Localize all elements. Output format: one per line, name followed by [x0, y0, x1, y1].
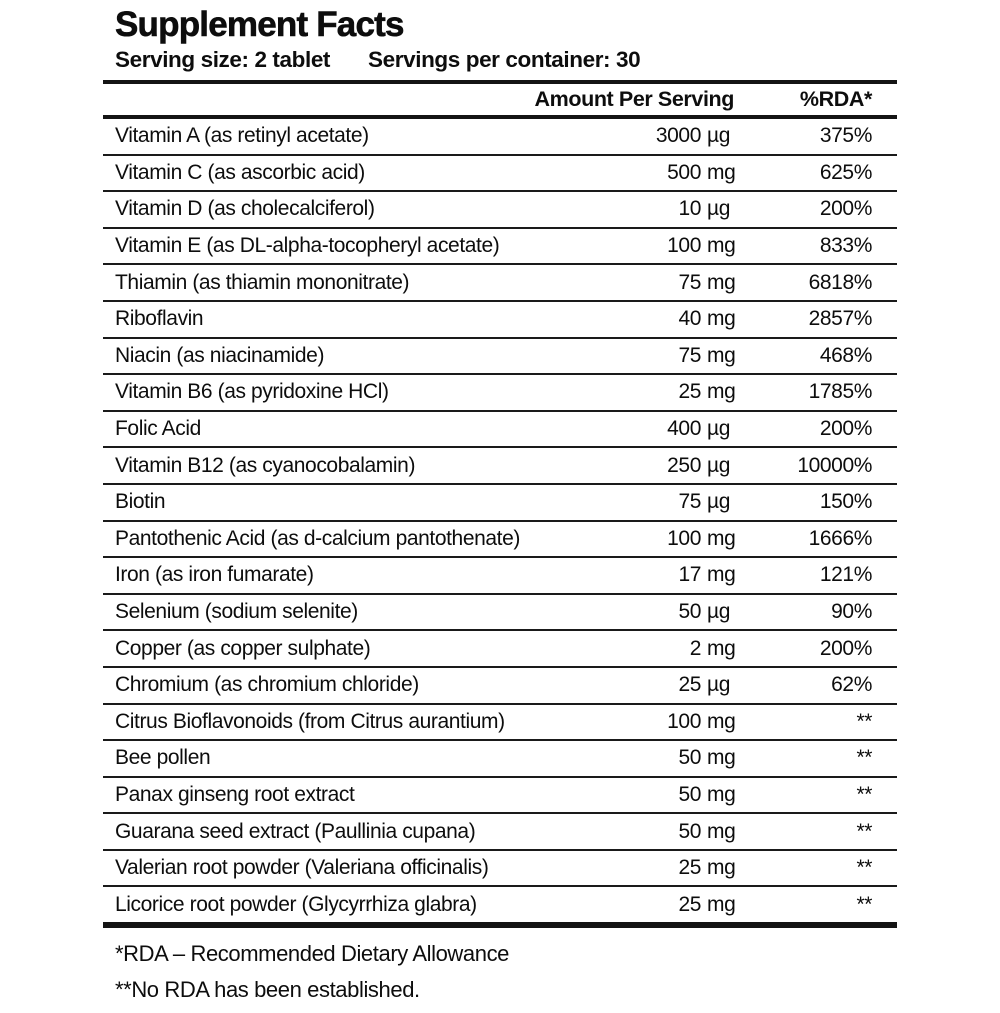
nutrient-unit: µg — [707, 124, 730, 148]
nutrient-rda: 833% — [819, 234, 872, 258]
nutrient-amount: 3000 — [655, 124, 701, 148]
nutrient-unit: mg — [707, 856, 736, 880]
nutrient-name: Licorice root powder (Glycyrrhiza glabra) — [115, 892, 477, 916]
nutrient-name: Folic Acid — [115, 417, 201, 441]
nutrient-rda: 2857% — [808, 307, 872, 331]
label-title: Supplement Facts — [115, 5, 404, 44]
table-header-row — [103, 84, 897, 115]
nutrient-amount: 50 — [678, 819, 701, 843]
nutrient-rda: 121% — [819, 563, 872, 587]
nutrient-amount: 75 — [678, 270, 701, 294]
nutrient-rda: 625% — [819, 160, 872, 184]
nutrient-unit: mg — [707, 270, 736, 294]
table-row — [103, 265, 897, 302]
nutrient-unit: mg — [707, 636, 736, 660]
nutrient-amount: 250 — [667, 453, 701, 477]
nutrient-amount: 40 — [678, 307, 701, 331]
nutrient-name: Vitamin C (as ascorbic acid) — [115, 160, 365, 184]
nutrient-name: Riboflavin — [115, 307, 204, 331]
nutrient-name: Vitamin E (as DL-alpha-tocopheryl acetate) — [115, 234, 500, 258]
nutrient-rda: 200% — [819, 636, 872, 660]
nutrient-unit: µg — [707, 490, 730, 514]
nutrient-amount: 25 — [678, 892, 701, 916]
nutrient-name: Vitamin D (as cholecalciferol) — [115, 197, 375, 221]
nutrient-name: Vitamin B6 (as pyridoxine HCl) — [115, 380, 389, 404]
nutrient-name: Thiamin (as thiamin mononitrate) — [115, 270, 410, 294]
nutrient-rda: 1785% — [808, 380, 872, 404]
nutrient-name: Guarana seed extract (Paullinia cupana) — [115, 819, 476, 843]
nutrient-name: Panax ginseng root extract — [115, 782, 355, 806]
nutrient-amount: 2 — [689, 636, 701, 660]
nutrient-rda: ** — [856, 892, 872, 916]
nutrient-name: Niacin (as niacinamide) — [115, 343, 325, 367]
footnotes — [103, 928, 897, 1003]
nutrient-name: Pantothenic Acid (as d-calcium pantothenate) — [115, 526, 520, 550]
nutrient-rda: 1666% — [808, 526, 872, 550]
nutrient-amount: 10 — [678, 197, 701, 221]
nutrient-rda: ** — [856, 819, 872, 843]
nutrient-amount: 50 — [678, 746, 701, 770]
footnote-no-rda: **No RDA has been established. — [115, 977, 420, 1003]
nutrient-name: Vitamin A (as retinyl acetate) — [115, 124, 369, 148]
nutrient-amount: 100 — [667, 234, 701, 258]
nutrient-unit: mg — [707, 160, 736, 184]
table-row — [103, 229, 897, 266]
table-row — [103, 485, 897, 522]
nutrient-rda: ** — [856, 856, 872, 880]
nutrient-rda: ** — [856, 709, 872, 733]
nutrient-name: Iron (as iron fumarate) — [115, 563, 314, 587]
nutrient-rda: 200% — [819, 417, 872, 441]
nutrient-name: Valerian root powder (Valeriana officinalis) — [115, 856, 489, 880]
nutrient-unit: µg — [707, 600, 730, 624]
table-row — [103, 887, 897, 922]
nutrient-amount: 75 — [678, 343, 701, 367]
nutrient-rda: 468% — [819, 343, 872, 367]
nutrient-unit: mg — [707, 892, 736, 916]
footnote-rda: *RDA – Recommended Dietary Allowance — [115, 941, 510, 967]
nutrient-unit: µg — [707, 417, 730, 441]
nutrient-rda: 150% — [819, 490, 872, 514]
nutrient-rda: 375% — [819, 124, 872, 148]
column-header-amount: Amount Per Serving — [534, 87, 734, 111]
table-row — [103, 375, 897, 412]
table-row — [103, 448, 897, 485]
nutrient-rda: 10000% — [797, 453, 872, 477]
nutrient-amount: 50 — [678, 600, 701, 624]
table-row — [103, 119, 897, 156]
nutrient-name: Selenium (sodium selenite) — [115, 600, 358, 624]
nutrient-amount: 25 — [678, 380, 701, 404]
table-row — [103, 814, 897, 851]
table-row — [103, 558, 897, 595]
nutrient-table — [103, 119, 897, 922]
table-row — [103, 705, 897, 742]
column-header-rda: %RDA* — [799, 87, 872, 111]
nutrient-amount: 500 — [667, 160, 701, 184]
nutrient-unit: µg — [707, 197, 730, 221]
nutrient-unit: mg — [707, 782, 736, 806]
table-row — [103, 339, 897, 376]
servings-per-container: Servings per container: 30 — [368, 47, 641, 72]
nutrient-unit: mg — [707, 709, 736, 733]
serving-info — [103, 44, 897, 80]
supplement-facts-label — [103, 0, 897, 1013]
table-row — [103, 412, 897, 449]
nutrient-name: Vitamin B12 (as cyanocobalamin) — [115, 453, 416, 477]
nutrient-unit: mg — [707, 746, 736, 770]
nutrient-name: Copper (as copper sulphate) — [115, 636, 371, 660]
nutrient-unit: mg — [707, 307, 736, 331]
nutrient-unit: mg — [707, 234, 736, 258]
nutrient-amount: 25 — [678, 673, 701, 697]
table-row — [103, 595, 897, 632]
nutrient-rda: ** — [856, 782, 872, 806]
serving-size: Serving size: 2 tablet — [115, 47, 331, 72]
table-row — [103, 156, 897, 193]
nutrient-unit: µg — [707, 453, 730, 477]
nutrient-rda: 62% — [831, 673, 872, 697]
nutrient-name: Citrus Bioflavonoids (from Citrus aurantium) — [115, 709, 505, 733]
nutrient-unit: mg — [707, 819, 736, 843]
nutrient-unit: µg — [707, 673, 730, 697]
nutrient-unit: mg — [707, 380, 736, 404]
nutrient-unit: mg — [707, 343, 736, 367]
nutrient-name: Chromium (as chromium chloride) — [115, 673, 419, 697]
table-row — [103, 522, 897, 559]
nutrient-rda: 90% — [831, 600, 872, 624]
nutrient-name: Biotin — [115, 490, 166, 514]
nutrient-rda: 200% — [819, 197, 872, 221]
nutrient-rda: ** — [856, 746, 872, 770]
table-row — [103, 192, 897, 229]
nutrient-amount: 25 — [678, 856, 701, 880]
nutrient-amount: 100 — [667, 526, 701, 550]
nutrient-amount: 75 — [678, 490, 701, 514]
nutrient-amount: 100 — [667, 709, 701, 733]
table-row — [103, 778, 897, 815]
table-row — [103, 851, 897, 888]
nutrient-unit: mg — [707, 526, 736, 550]
nutrient-amount: 50 — [678, 782, 701, 806]
table-row — [103, 631, 897, 668]
table-row — [103, 741, 897, 778]
table-row — [103, 302, 897, 339]
nutrient-amount: 400 — [667, 417, 701, 441]
nutrient-rda: 6818% — [808, 270, 872, 294]
table-row — [103, 668, 897, 705]
nutrient-name: Bee pollen — [115, 746, 211, 770]
nutrient-amount: 17 — [678, 563, 701, 587]
nutrient-unit: mg — [707, 563, 736, 587]
